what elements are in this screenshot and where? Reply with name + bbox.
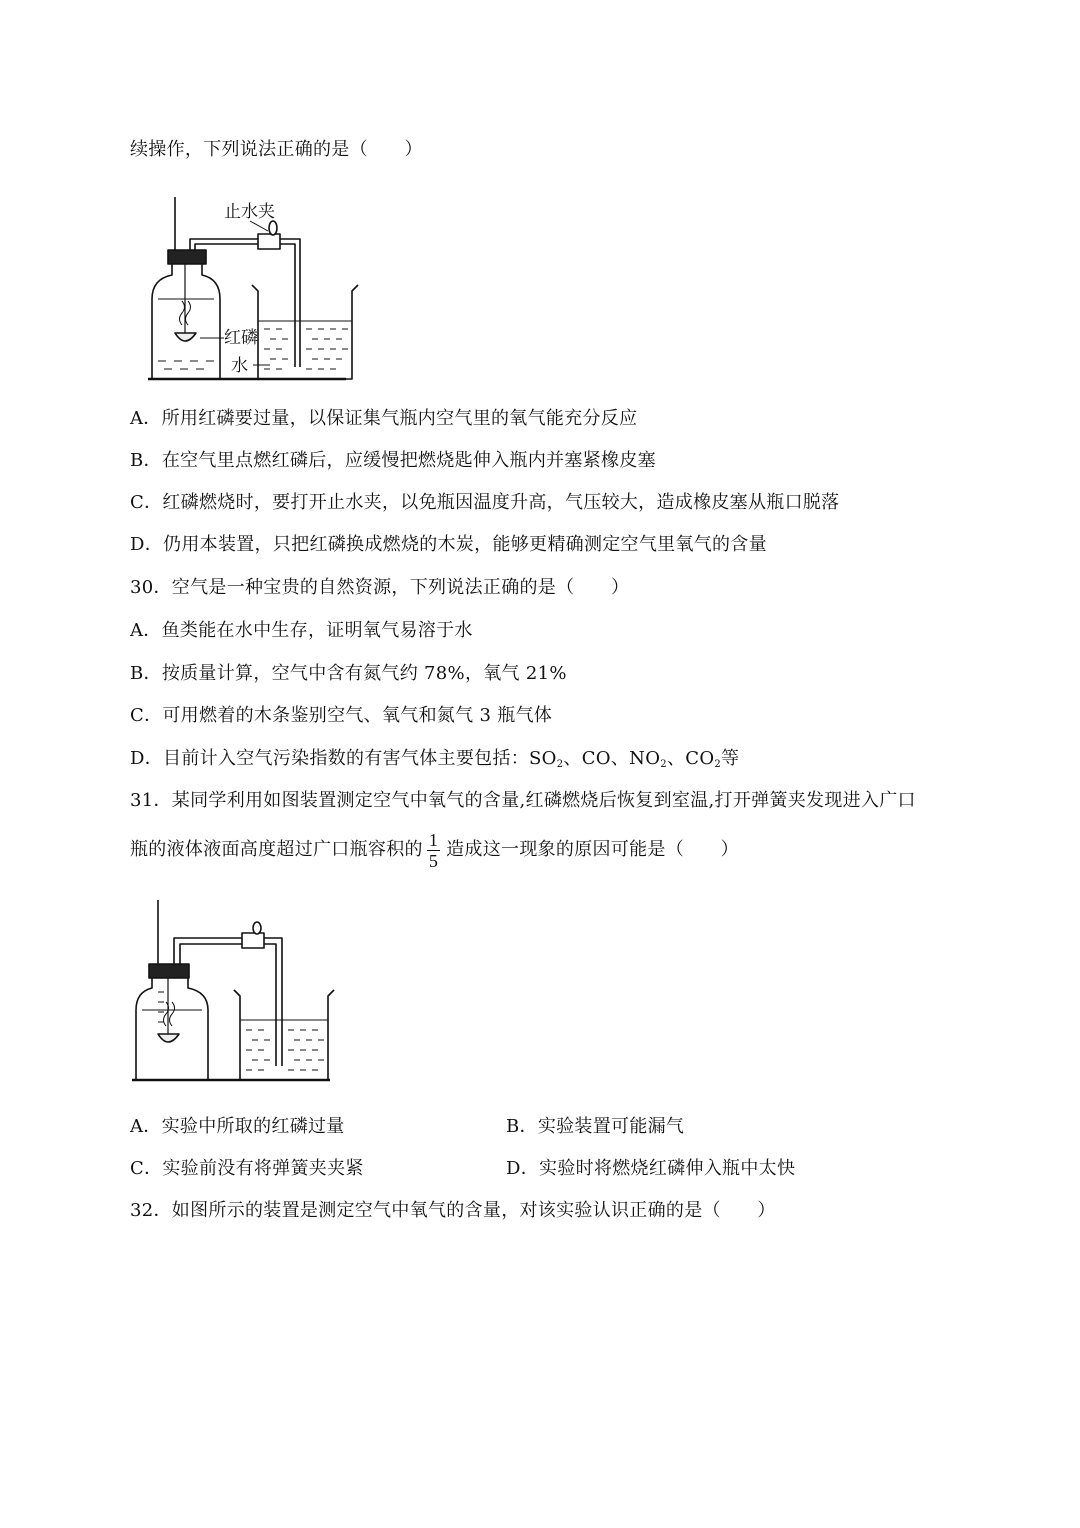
option-text: 鱼类能在水中生存，证明氧气易溶于水 bbox=[161, 620, 473, 641]
fraction-denominator: 5 bbox=[428, 850, 439, 871]
q30-option-b bbox=[130, 662, 567, 686]
q29-option-a bbox=[130, 407, 637, 431]
q32-stem: 32．如图所示的装置是测定空气中氧气的含量，对该实验认识正确的是（ ） bbox=[130, 1200, 776, 1221]
q31-option-d bbox=[506, 1157, 795, 1181]
option-text: 在空气里点燃红磷后，应缓慢把燃烧匙伸入瓶内并塞紧橡皮塞 bbox=[161, 450, 656, 471]
stem-suffix: 造成这一现象的原因可能是（ ） bbox=[446, 839, 739, 860]
option-text: 实验时将燃烧红磷伸入瓶中太快 bbox=[539, 1158, 796, 1179]
option-text: 红磷燃烧时，要打开止水夹，以免瓶因温度升高，气压较大，造成橡皮塞从瓶口脱落 bbox=[162, 492, 840, 513]
separator: 、 bbox=[666, 748, 686, 769]
q29-option-c bbox=[130, 491, 839, 515]
fraction-numerator: 1 bbox=[428, 829, 439, 850]
option-text: 仍用本装置，只把红磷换成燃烧的木炭，能够更精确测定空气里氧气的含量 bbox=[163, 534, 767, 555]
option-label: D． bbox=[506, 1158, 540, 1179]
option-label: A． bbox=[130, 620, 162, 641]
option-label: C． bbox=[130, 705, 163, 726]
option-text: 实验中所取的红磷过量 bbox=[161, 1116, 345, 1137]
q31-option-c bbox=[130, 1157, 364, 1181]
option-text: 所用红磷要过量，以保证集气瓶内空气里的氧气能充分反应 bbox=[161, 408, 638, 429]
option-label: D． bbox=[130, 748, 164, 769]
q29-apparatus-figure bbox=[140, 195, 380, 385]
option-suffix: 等 bbox=[721, 748, 740, 769]
clamp-label: 止水夹 bbox=[224, 202, 275, 222]
option-text-prefix: 目前计入空气污染指数的有害气体主要包括： bbox=[163, 748, 530, 769]
q30-option-c bbox=[130, 704, 552, 728]
option-label: A． bbox=[130, 1116, 162, 1137]
q31-option-a bbox=[130, 1115, 345, 1139]
phosphorus-label: 红磷 bbox=[224, 328, 258, 348]
q29-stem-tail: 续操作，下列说法正确的是（ ） bbox=[130, 139, 423, 160]
q31-apparatus-figure bbox=[130, 898, 340, 1088]
formula-no2: $NO_2$ bbox=[629, 748, 667, 770]
option-label: C． bbox=[130, 1158, 163, 1179]
option-text: 实验前没有将弹簧夹夹紧 bbox=[162, 1158, 364, 1179]
option-text: 可用燃着的木条鉴别空气、氧气和氮气 3 瓶气体 bbox=[162, 705, 553, 726]
formula-so2: $SO_2$ bbox=[529, 748, 564, 770]
separator: 、CO、 bbox=[563, 748, 630, 769]
q29-option-b bbox=[130, 449, 656, 473]
water-label: 水 bbox=[231, 356, 248, 376]
q30-option-a bbox=[130, 619, 473, 643]
option-label: D． bbox=[130, 534, 164, 555]
q31-stem-line2 bbox=[130, 826, 739, 874]
stem-prefix: 瓶的液体液面高度超过广口瓶容积的 bbox=[130, 839, 423, 860]
option-text: 实验装置可能漏气 bbox=[537, 1116, 685, 1137]
option-label: B． bbox=[506, 1116, 538, 1137]
formula-co2: $CO_2$ bbox=[685, 748, 722, 770]
q31-stem-line1: 31．某同学利用如图装置测定空气中氧气的含量,红磷燃烧后恢复到室温,打开弹簧夹发现进入广口 bbox=[130, 790, 916, 811]
option-label: B． bbox=[130, 663, 162, 684]
q30-stem: 30．空气是一种宝贵的自然资源，下列说法正确的是（ ） bbox=[130, 577, 630, 598]
option-label: C． bbox=[130, 492, 163, 513]
q30-option-d bbox=[130, 747, 739, 777]
option-label: B． bbox=[130, 450, 162, 471]
q29-option-d bbox=[130, 533, 767, 557]
q31-option-b bbox=[506, 1115, 684, 1139]
option-text: 按质量计算，空气中含有氮气约 78%，氧气 21% bbox=[161, 663, 567, 684]
option-label: A． bbox=[130, 408, 162, 429]
fraction-one-fifth bbox=[427, 830, 440, 871]
